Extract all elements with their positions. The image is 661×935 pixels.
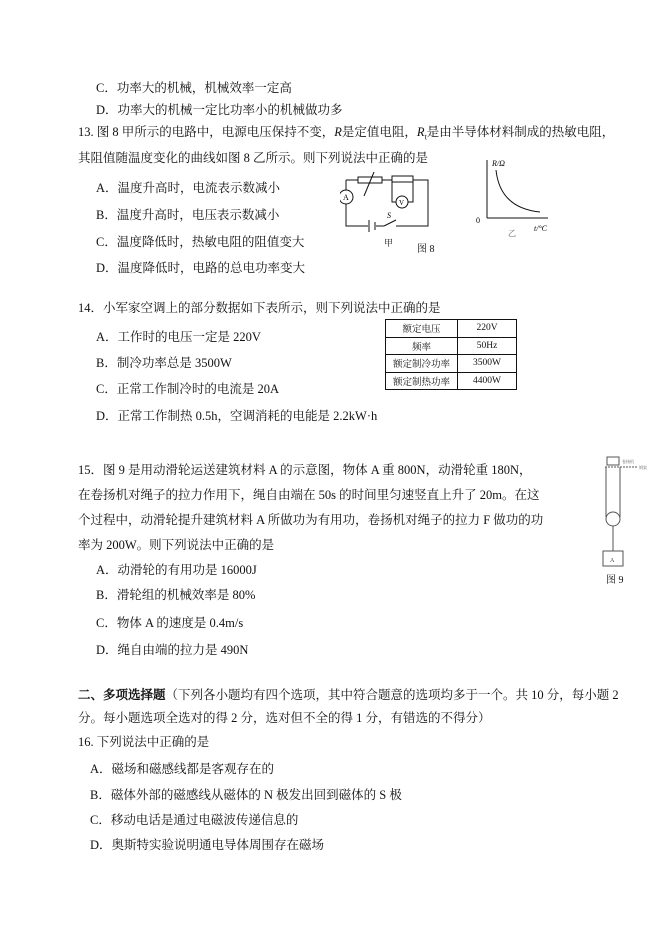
q15-stem-line4: 率为 200W。则下列说法中正确的是 bbox=[78, 538, 275, 552]
winch-icon bbox=[607, 457, 619, 465]
ammeter-label: A bbox=[343, 193, 349, 202]
pulley-icon bbox=[606, 512, 620, 526]
q13-text: 是由半导体材料制成的热敏电阻， bbox=[426, 125, 615, 139]
pulley-diagram bbox=[598, 455, 658, 570]
x-axis-label: t/°C bbox=[534, 224, 547, 233]
section2-title: 二、多项选择题 bbox=[78, 688, 166, 702]
table-cell: 频率 bbox=[386, 337, 458, 355]
table-cell: 4400W bbox=[458, 372, 517, 390]
q15-stem-line1: 15．图 9 是用动滑轮运送建筑材料 A 的示意图，物体 A 重 800N，动滑轮重 180N， bbox=[78, 463, 532, 477]
q13-text: 13. 图 8 甲所示的电路中，电源电压保持不变， bbox=[78, 125, 335, 139]
q14-option-a: A．工作时的电压一定是 220V bbox=[96, 330, 261, 344]
table-row bbox=[386, 372, 517, 390]
resistance-temperature-graph bbox=[470, 156, 560, 238]
rt-symbol: R bbox=[416, 125, 425, 139]
section2-header bbox=[78, 687, 619, 703]
q16-option-a: A．磁场和磁感线都是客观存在的 bbox=[90, 762, 275, 776]
q13-option-d: D．温度降低时，电路的总电功率变大 bbox=[96, 261, 306, 275]
y-axis-label: R/Ω bbox=[492, 159, 505, 168]
voltmeter-label: V bbox=[399, 199, 405, 207]
section2-desc-line2: 分。每小题选项全选对的得 2 分，选对但不全的得 1 分，有错选的不得分） bbox=[78, 711, 491, 725]
table-cell: 额定电压 bbox=[386, 320, 458, 338]
q13-option-c: C．温度降低时，热敏电阻的阻值变大 bbox=[96, 235, 305, 249]
q13-stem-line2: 其阻值随温度变化的曲线如图 8 乙所示。则下列说法中正确的是 bbox=[78, 151, 429, 165]
q15-stem-line2: 在卷扬机对绳子的拉力作用下，绳自由端在 50s 的时间里匀速竖直上升了 20m。在这 bbox=[78, 488, 540, 502]
switch-label: S bbox=[387, 211, 391, 220]
rt-subscript: t bbox=[424, 132, 427, 142]
fig8-caption: 图 8 bbox=[417, 244, 435, 255]
resistor-icon bbox=[392, 176, 413, 182]
ac-spec-table bbox=[385, 319, 517, 390]
table-row bbox=[386, 320, 517, 338]
table-cell: 额定制冷功率 bbox=[386, 355, 458, 373]
table-row bbox=[386, 337, 517, 355]
q12-option-d: D．功率大的机械一定比功率小的机械做功多 bbox=[96, 103, 343, 117]
frame-label: 钢架 bbox=[639, 465, 647, 470]
winch-label: 卷扬机 bbox=[622, 459, 634, 464]
r0-symbol: R bbox=[334, 125, 342, 139]
table-cell: 220V bbox=[458, 320, 517, 338]
block-label: A bbox=[610, 558, 615, 564]
q15-option-d: D．绳自由端的拉力是 490N bbox=[96, 643, 249, 657]
q14-option-b: B．制冷功率总是 3500W bbox=[96, 356, 232, 370]
q15-stem-line3: 个过程中，动滑轮提升建筑材料 A 所做功为有用功，卷扬机对绳子的拉力 F 做功的功 bbox=[78, 513, 544, 527]
q14-option-c: C．正常工作制冷时的电流是 20A bbox=[96, 382, 279, 396]
q15-option-a: A．动滑轮的有用功是 16000J bbox=[96, 563, 257, 577]
q15-option-b: B．滑轮组的机械效率是 80% bbox=[96, 588, 256, 602]
q14-option-d: D．正常工作制热 0.5h，空调消耗的电能是 2.2kW·h bbox=[96, 409, 378, 423]
table-row bbox=[386, 355, 517, 373]
fig9-caption: 图 9 bbox=[606, 575, 624, 586]
q13-stem-line1 bbox=[78, 124, 614, 146]
circuit-diagram bbox=[340, 168, 440, 238]
label-yi: 乙 bbox=[508, 229, 516, 238]
origin-label: 0 bbox=[476, 216, 480, 225]
section2-desc: （下列各小题均有四个选项，其中符合题意的选项均多于一个。共 10 分，每小题 2 bbox=[165, 688, 619, 702]
q16-option-b: B．磁体外部的磁感线从磁体的 N 极发出回到磁体的 S 极 bbox=[90, 788, 402, 802]
q16-option-d: D．奥斯特实验说明通电导体周围存在磁场 bbox=[90, 838, 325, 852]
table-cell: 50Hz bbox=[458, 337, 517, 355]
table-cell: 3500W bbox=[458, 355, 517, 373]
q14-stem: 14．小军家空调上的部分数据如下表所示，则下列说法中正确的是 bbox=[78, 301, 441, 315]
table-cell: 额定制热功率 bbox=[386, 372, 458, 390]
q12-option-c: C．功率大的机械，机械效率一定高 bbox=[96, 81, 292, 95]
q16-stem: 16. 下列说法中正确的是 bbox=[78, 735, 210, 749]
q13-option-a: A．温度升高时，电流表示数减小 bbox=[96, 181, 281, 195]
switch-icon bbox=[376, 220, 396, 226]
label-jia: 甲 bbox=[384, 238, 394, 248]
q16-option-c: C．移动电话是通过电磁波传递信息的 bbox=[90, 813, 299, 827]
q13-option-b: B．温度升高时，电压表示数减小 bbox=[96, 208, 280, 222]
q13-text: 是定值电阻， bbox=[341, 125, 417, 139]
q15-option-c: C．物体 A 的速度是 0.4m/s bbox=[96, 616, 244, 630]
